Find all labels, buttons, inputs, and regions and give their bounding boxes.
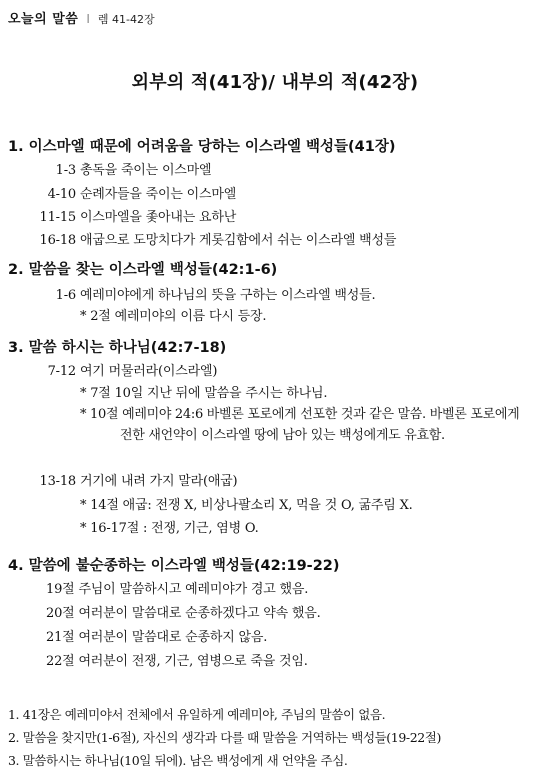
section-4-heading: 4. 말씀에 불순종하는 이스라엘 백성들(42:19-22) [8,558,340,574]
verse-text: 여러분이 말씀대로 순종하지 않음. [78,630,268,645]
verse-range: 11-15 [39,210,76,225]
page-title: 외부의 적(41장)/ 내부의 적(42장) [131,72,419,93]
verse-range: 7-12 [47,364,76,379]
list-item [20,360,217,379]
verse-range: 22절 [46,654,75,669]
verse-range: 16-18 [39,233,76,248]
verse-range: 1-6 [55,288,76,303]
verse-text: 거기에 내려 가지 말라(애굽) [79,474,238,489]
verse-text: 총독을 죽이는 이스마엘 [79,163,212,178]
verse-text: 여러분이 전쟁, 기근, 염병으로 죽을 것임. [78,654,308,669]
note-item: * 7절 10일 지난 뒤에 말씀을 주시는 하나님. [80,386,328,401]
list-item [46,578,308,597]
list-item [20,183,236,202]
list-item [46,602,321,621]
list-item [20,470,237,489]
list-item [46,626,267,645]
summary-line: 2. 말씀을 찾지만(1-6절), 자신의 생각과 다를 때 말씀을 거역하는 백성들(19-22절) [8,730,441,745]
verse-text: 이스마엘을 좇아내는 요하난 [79,210,237,225]
scripture-reference: 렘 41-42장 [97,13,155,26]
summary-line: 3. 말씀하시는 하나님(10일 뒤에). 남은 백성에게 새 언약을 주심. [8,753,348,768]
verse-text: 여기 머물러라(이스라엘) [79,364,218,379]
verse-range: 1-3 [55,163,76,178]
list-item [20,159,211,178]
note-text: * 10절 예레미야 24:6 바벨론 포로에게 선포한 것과 같은 말씀. 바벨론 포로에게 전한 새언약이 이스라엘 땅에 남아 있는 백성에게도 유효함. [80,407,520,443]
page-header [8,8,155,28]
section-1-heading: 1. 이스마엘 때문에 어려움을 당하는 이스라엘 백성들(41장) [8,139,396,155]
verse-range: 13-18 [39,474,76,489]
verse-range: 4-10 [47,187,76,202]
list-item [46,650,308,669]
note-item: * 16-17절 : 전쟁, 기근, 염병 O. [80,521,259,536]
verse-text: 애굽으로 도망치다가 게롯김함에서 쉬는 이스라엘 백성들 [79,233,397,248]
list-item [20,284,375,303]
today-word-label: 오늘의 말씀 [8,12,79,27]
note-item: * 14절 애굽: 전쟁 X, 비상나팔소리 X, 먹을 것 O, 굶주림 X. [80,498,413,513]
verse-text: 여러분이 말씀대로 순종하겠다고 약속 했음. [78,606,321,621]
list-item [20,229,396,248]
note-item: * 2절 예레미야의 이름 다시 등장. [80,309,267,324]
section-3-heading: 3. 말씀 하시는 하나님(42:7-18) [8,340,227,356]
section-2-heading: 2. 말씀을 찾는 이스라엘 백성들(42:1-6) [8,262,278,278]
verse-range: 20절 [46,606,75,621]
verse-range: 19절 [46,582,75,597]
verse-text: 예레미야에게 하나님의 뜻을 구하는 이스라엘 백성들. [79,288,376,303]
note-item [80,404,528,446]
list-item [20,206,236,225]
verse-text: 순례자들을 죽이는 이스마엘 [79,187,237,202]
header-separator: I [86,12,90,26]
verse-range: 21절 [46,630,75,645]
verse-text: 주님이 말씀하시고 예레미야가 경고 했음. [78,582,309,597]
summary-line: 1. 41장은 예레미야서 전체에서 유일하게 예레미야, 주님의 말씀이 없음. [8,707,386,722]
